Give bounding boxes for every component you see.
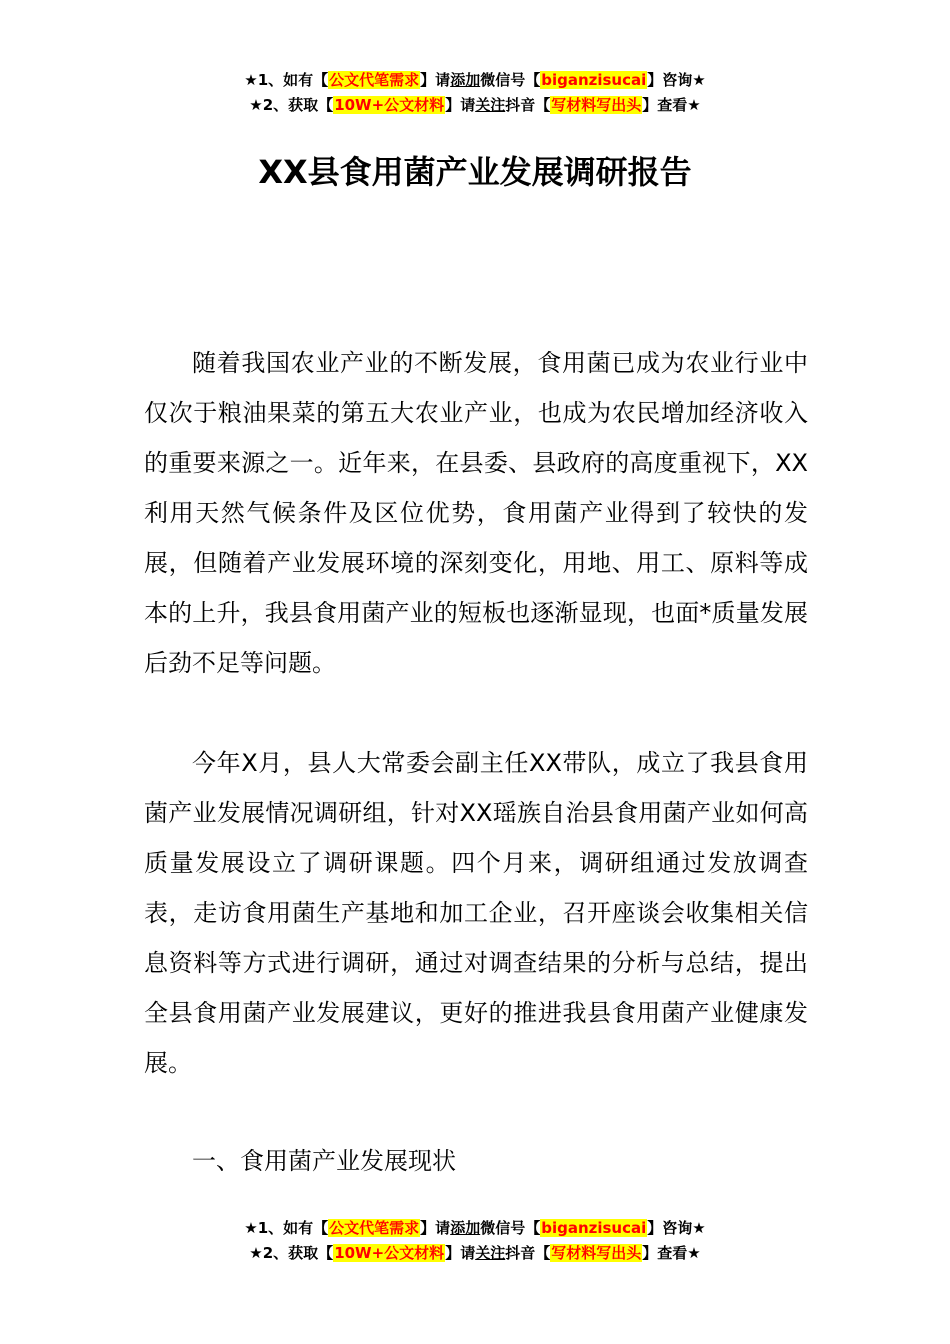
- banner-text: 微信号【: [480, 1219, 541, 1237]
- banner-underline: 关注: [475, 1244, 506, 1262]
- banner-highlight: 公文代笔需求: [329, 1219, 420, 1237]
- banner-text: ★2、获取【: [249, 96, 334, 114]
- banner-text: 】咨询★: [647, 71, 706, 89]
- banner-underline: 添加: [450, 1219, 481, 1237]
- banner-highlight: biganzisucai: [541, 71, 647, 89]
- banner-line-1: [0, 68, 950, 93]
- banner-text: 】请: [445, 1244, 476, 1262]
- banner-text: ★2、获取【: [249, 1244, 334, 1262]
- banner-text: 】查看★: [642, 96, 701, 114]
- banner-highlight: 写材料写出头: [551, 1244, 642, 1262]
- banner-text: 】请: [420, 71, 451, 89]
- banner-line-2: [0, 93, 950, 118]
- banner-text: 微信号【: [480, 71, 541, 89]
- paragraph-2: 今年X月，县人大常委会副主任XX带队，成立了我县食用菌产业发展情况调研组，针对XX瑶族自治县食用菌产业如何高质量发展设立了调研课题。四个月来，调研组通过发放调查表，走访食用菌生产基地和加工企业，召开座谈会收集相关信息资料等方式进行调研，通过对调查结果的分析与总结，提出全县食用菌产业发展建议，更好的推进我县食用菌产业健康发展。: [144, 749, 808, 1077]
- banner-text: ★1、如有【: [244, 71, 329, 89]
- footer-banner: [0, 1216, 950, 1266]
- banner-text: 】请: [445, 96, 476, 114]
- header-banner: [0, 68, 950, 118]
- section-heading: 一、食用菌产业发展现状: [192, 1147, 456, 1175]
- banner-text: 抖音【: [505, 1244, 551, 1262]
- banner-highlight: biganzisucai: [541, 1219, 647, 1237]
- banner-underline: 关注: [475, 96, 506, 114]
- banner-text: 抖音【: [505, 96, 551, 114]
- banner-highlight: 公文代笔需求: [329, 71, 420, 89]
- banner-text: 】查看★: [642, 1244, 701, 1262]
- banner-highlight: 10W+公文材料: [334, 96, 445, 114]
- banner-text: 】请: [420, 1219, 451, 1237]
- banner-highlight: 10W+公文材料: [334, 1244, 445, 1262]
- banner-text: 】咨询★: [647, 1219, 706, 1237]
- banner-underline: 添加: [450, 71, 481, 89]
- banner-line-2: [0, 1241, 950, 1266]
- paragraph-1: 随着我国农业产业的不断发展，食用菌已成为农业行业中仅次于粮油果菜的第五大农业产业，也成为农民增加经济收入的重要来源之一。近年来，在县委、县政府的高度重视下，XX利用天然气候条件及区位优势，食用菌产业得到了较快的发展，但随着产业发展环境的深刻变化，用地、用工、原料等成本的上升，我县食用菌产业的短板也逐渐显现，也面*质量发展后劲不足等问题。: [144, 349, 808, 677]
- document-title: XX县食用菌产业发展调研报告: [258, 153, 692, 191]
- banner-line-1: [0, 1216, 950, 1241]
- banner-highlight: 写材料写出头: [551, 96, 642, 114]
- banner-text: ★1、如有【: [244, 1219, 329, 1237]
